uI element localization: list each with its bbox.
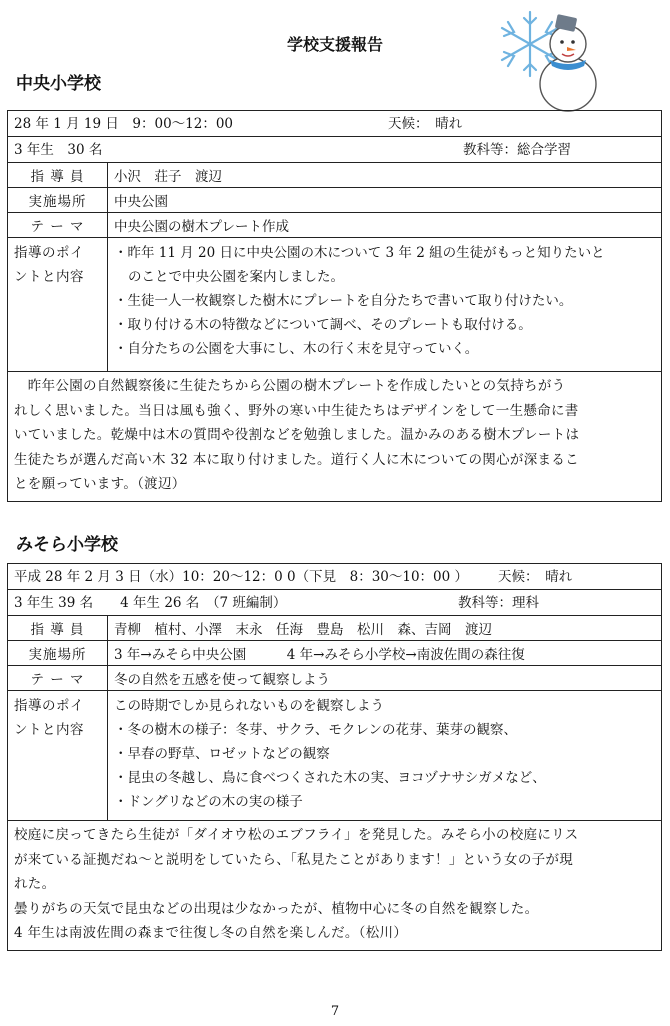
point-item: ・冬の樹木の様子：冬芽、サクラ、モクレンの花芽、葉芽の観察、: [114, 722, 518, 738]
points-label-line: 指導のポイ: [14, 698, 84, 714]
report-line: 校庭に戻ってきたら生徒が「ダイオウ松のエブフライ」を発見した。みそら小の校庭にリス: [14, 827, 579, 843]
report-line: とを願っています。（渡辺）: [14, 476, 186, 492]
report-line: 曇りがちの天気で昆虫などの出現は少なかったが、植物中心に冬の自然を観察した。: [14, 900, 539, 917]
instructor-label: 指 導 員: [8, 616, 108, 640]
point-item: ・ドングリなどの木の実の様子: [114, 794, 303, 810]
report-line: れた。: [14, 876, 56, 892]
report-line: れしく思いました。当日は風も強く、野外の寒い中生徒たちはデザインをして一生懸命に書: [14, 402, 579, 419]
points-label: [8, 691, 108, 820]
point-item: ・取り付ける木の特徴などについて調べ、そのプレートも取付ける。: [114, 317, 532, 333]
points-label-line: ントと内容: [14, 269, 84, 285]
snowman-snowflake-illustration: [500, 4, 610, 116]
instructor-label: 指 導 員: [8, 163, 108, 187]
points-list: [108, 238, 661, 371]
report-table-chuo: [7, 110, 662, 502]
page-title: 学校支援報告: [286, 35, 383, 54]
location-value: 中央公園: [114, 194, 168, 210]
instructor-value: 青柳 植村、小澤 末永 任海 豊島 松川 森、吉岡 渡辺: [114, 622, 492, 638]
location-label: 実施場所: [8, 188, 108, 212]
report-table-misora: [7, 563, 662, 951]
point-item: のことで中央公園を案内しました。: [128, 269, 344, 285]
points-row: [8, 691, 661, 821]
date-text: 28 年 1 月 19 日 9：00〜12：00: [14, 116, 234, 132]
points-row: [8, 238, 661, 372]
point-item: この時期でしか見られないものを観察しよう: [114, 698, 384, 714]
subject-text: 教科等：総合学習: [463, 142, 571, 158]
theme-label: テ ー マ: [8, 666, 108, 690]
date-row: [8, 111, 661, 137]
point-item: ・早春の野草、ロゼットなどの観察: [114, 746, 330, 762]
report-line: 昨年公園の自然観察後に生徒たちから公園の樹木プレートを作成したいとの気持ちがう: [14, 378, 566, 394]
location-value: 3 年→みそら中央公園 4 年→みそら小学校→南波佐間の森往復: [114, 647, 525, 663]
points-label: [8, 238, 108, 371]
points-label-line: 指導のポイ: [14, 245, 84, 261]
instructor-row: [8, 163, 661, 188]
report-line: が来ている証拠だね〜と説明をしていたら、「私見たことがあります！」という女の子が現: [14, 851, 574, 868]
report-text: [8, 372, 661, 501]
weather-text: 天候： 晴れ: [498, 569, 573, 585]
theme-value: 中央公園の樹木プレート作成: [114, 219, 289, 235]
page-number: 7: [330, 1004, 340, 1019]
location-label: 実施場所: [8, 641, 108, 665]
grade-row: [8, 137, 661, 163]
point-item: ・昆虫の冬越し、鳥に食べつくされた木の実、ヨコヅナサシガメなど、: [114, 770, 546, 786]
grade-text: 3 年生 39 名 4 年生 26 名 （7 班編制）: [14, 595, 287, 611]
location-row: [8, 641, 661, 666]
school-name-misora: みそら小学校: [16, 535, 118, 555]
theme-value: 冬の自然を五感を使って観察しよう: [114, 672, 330, 688]
point-item: ・昨年 11 月 20 日に中央公園の木について 3 年 2 組の生徒がもっと知りたいと: [114, 245, 605, 261]
date-row: [8, 564, 661, 590]
point-item: ・自分たちの公園を大事にし、木の行く末を見守っていく。: [114, 341, 479, 357]
instructor-value: 小沢 荘子 渡辺: [114, 169, 222, 185]
report-text: [8, 821, 661, 950]
point-item: ・生徒一人一枚観察した樹木にプレートを自分たちで書いて取り付けたい。: [114, 293, 573, 309]
theme-label: テ ー マ: [8, 213, 108, 237]
location-row: [8, 188, 661, 213]
theme-row: [8, 213, 661, 238]
points-label-line: ントと内容: [14, 722, 84, 738]
instructor-row: [8, 616, 661, 641]
report-line: 4 年生は南波佐間の森まで往復し冬の自然を楽しんだ。（松川）: [14, 925, 408, 941]
theme-row: [8, 666, 661, 691]
subject-text: 教科等：理科: [458, 595, 539, 611]
grade-row: [8, 590, 661, 616]
weather-text: 天候： 晴れ: [388, 116, 463, 132]
date-text: 平成 28 年 2 月 3 日（水）10：20〜12：0 0（下見 8：30〜10：00 ）: [14, 569, 469, 585]
points-list: [108, 691, 661, 820]
report-line: いていました。乾燥中は木の質問や役割などを勉強しました。温かみのある樹木プレートは: [14, 427, 580, 443]
grade-text: 3 年生 30 名: [14, 142, 103, 158]
school-name-chuo: 中央小学校: [16, 74, 101, 94]
report-line: 生徒たちが選んだ高い木 32 本に取り付けました。道行く人に木についての関心が深まるこ: [14, 451, 579, 468]
